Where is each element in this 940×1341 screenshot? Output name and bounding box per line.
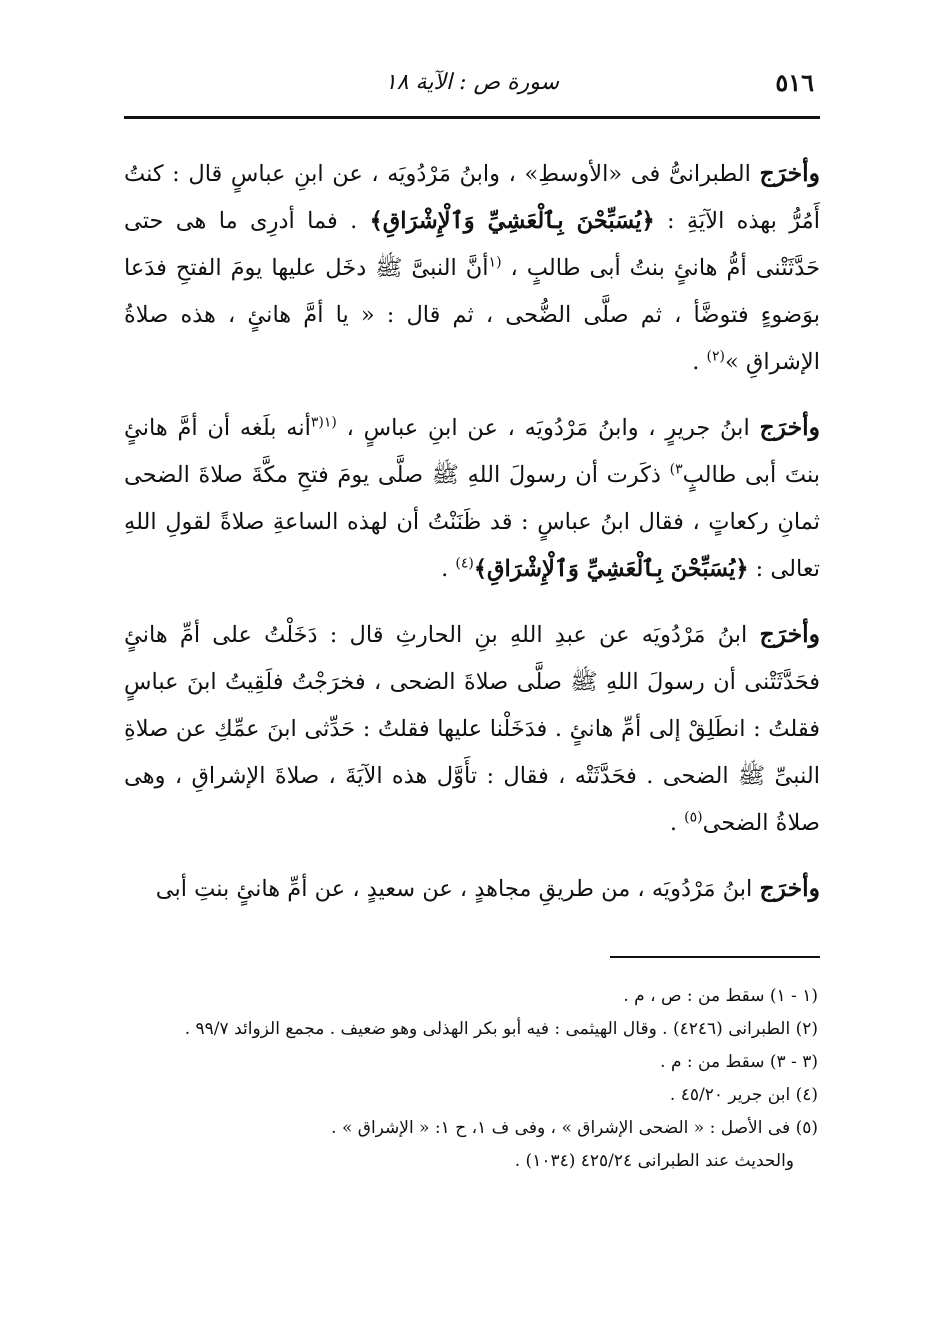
quran-verse: ﴿يُسَبِّحْنَ بِٱلْعَشِيِّ وَٱلْإِشْرَاقِ﴾: [473, 556, 749, 582]
page-number: ٥١٦: [775, 68, 814, 97]
paragraph-text: .: [669, 810, 685, 836]
footnote-reference: (٥): [684, 809, 703, 826]
paragraph: [124, 404, 820, 593]
footnote: والحديث عند الطبرانى ٤٢٥/٢٤ (١٠٣٤) .: [514, 1151, 794, 1171]
footnote: (٤) ابن جرير ٤٥/٢٠ .: [669, 1085, 818, 1105]
paragraph-text: ابنُ مَرْدُويَه ، من طريقِ مجاهدٍ ، عن سعيدٍ ، عن أمِّ هانئٍ بنتِ أبى: [155, 876, 760, 902]
footnote-reference: (٤): [455, 555, 474, 572]
footnote: (٣ - ٣) سقط من : م .: [660, 1052, 818, 1072]
paragraph-text: .: [692, 349, 707, 375]
footnote-reference: (٢): [706, 348, 726, 365]
footnotes: [124, 980, 820, 1178]
running-title: سورة ص : الآية ١٨: [384, 70, 560, 95]
quran-verse: ﴿يُسَبِّحْنَ بِٱلْعَشِيِّ وَٱلْإِشْرَاقِ﴾: [369, 208, 655, 234]
footnote: (٢) الطبرانى (٤٢٤٦) . وقال الهيثمى : فيه أبو بكر الهذلى وهو ضعيف . مجمع الزوائد ٩٩/٧ .: [184, 1019, 818, 1039]
paragraph-lead-word: وأخرَج: [759, 620, 820, 648]
paragraph-lead-word: وأخرَج: [759, 159, 820, 187]
paragraph-lead-word: وأخرَج: [759, 413, 820, 441]
paragraph-text: أنه بلَغه أن أمَّ هانئٍ بنتَ أبى طالبٍ: [124, 415, 820, 488]
paragraph-text: ابنُ مَرْدُويَه عن عبدِ اللهِ بنِ الحارثِ قال : دَخَلْتُ على أمِّ هانئٍ فحَدَّثَتْنى أن رسولَ اللهِ ﷺ صلَّى صلاةَ الضحى ، فخرَجْتُ فلَقِيتُ ابنَ عباسٍ فقلتُ : انطَلِقْ إلى أمِّ هانئٍ . فدَخَلْنا عليها فقلتُ : حَدِّثى ابنَ عمِّكِ عن صلاةِ النبىِّ ﷺ الضحى . فحَدَّثَتْه ، فقال : تأَوَّل هذه الآيَةَ ، صلاةَ الإشراقِ ، وهى صلاةُ الضحى: [124, 622, 820, 836]
page-header: [124, 60, 820, 108]
paragraph: [124, 865, 820, 913]
paragraph-text: أنَّ النبىَّ ﷺ دخَل عليها يومَ الفتحِ فدَعا بوَضوءٍ فتوضَّأ ، ثم صلَّى الضُّحى ، ثم قال : « يا أمَّ هانئٍ ، هذه صلاةُ الإشراقِ »: [124, 255, 820, 375]
book-page: [124, 60, 820, 1290]
paragraph-text: . فما أدرِى ما هى حتى حَدَّثَتْنى أمُّ هانئٍ بنتُ أبى طالبٍ ،: [124, 208, 820, 281]
paragraph-lead-word: وأخرَج: [759, 874, 820, 902]
footnote: (٥) فى الأصل : « الضحى الإشراق » ، وفى ف ١، ح ١: « الإشراق » .: [331, 1118, 818, 1138]
paragraph-text: .: [441, 556, 456, 582]
footnote-reference: (١: [488, 254, 502, 271]
footnote-reference: (١: [323, 414, 337, 431]
footnote-reference: (٣: [310, 414, 324, 431]
paragraph-text: ذكَرت أن رسولَ اللهِ ﷺ صلَّى يومَ فتحِ مكَّةَ صلاةَ الضحى ثمانِ ركعاتٍ ، فقال ابنُ عباسٍ : قد ظَنَنْتُ أن لهذه الساعةِ صلاةً لقولِ اللهِ تعالى :: [124, 462, 820, 582]
paragraph-text: ابنُ جريرٍ ، وابنُ مَرْدُويَه ، عن ابنِ عباسٍ ،: [336, 415, 760, 441]
paragraph-text: الطبرانىُّ فى «الأوسطِ» ، وابنُ مَرْدُويَه ، عن ابنِ عباسٍ قال : كنتُ أَمُرُّ بهذه الآيَةِ :: [124, 161, 820, 234]
paragraph: [124, 150, 820, 386]
footnote-reference: ٣): [669, 461, 683, 478]
paragraph: [124, 611, 820, 847]
main-text: [124, 150, 820, 931]
footnote: (١ - ١) سقط من : ص ، م .: [623, 986, 818, 1006]
footnote-rule: [610, 956, 820, 958]
header-rule: [124, 116, 820, 119]
